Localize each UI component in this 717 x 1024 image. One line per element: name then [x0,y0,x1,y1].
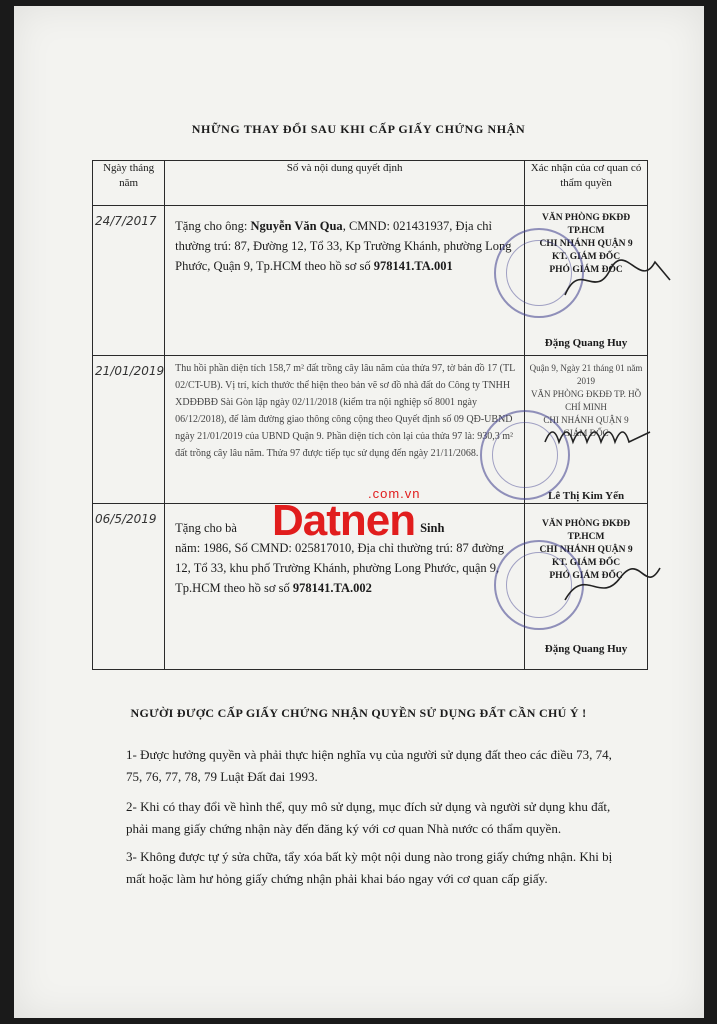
signer-name: Lê Thị Kim Yến [547,490,625,502]
row-content: Thu hồi phần diện tích 158,7 m² đất trồng cây lâu năm của thửa 97, tờ bản đồ 17 (TL 02/CT-UB). Vị trí, kích thước thể hiện theo bản vẽ sơ đồ nhà đất do Công ty TNHH XDĐĐBĐ Sài Gòn lập ngày 02/11/2018 (kiểm tra nội nghiệp số 8001 ngày 06/12/2018), để làm đường giao thông công cộng theo Quyết định số 09 QĐ-UBND ngày 21/01/2019 của UBND Quận 9. Phần diện tích còn lại của thửa 97 là: 930,3 m² đất trồng cây lâu năm. Thửa 97 được tiếp tục sử dụng đến ngày 21/11/2068. [175,363,515,459]
signature-icon [540,412,660,462]
row-text: , CMND: 021431937, Địa chỉ thường trú: 87, Đường 12, Tổ 33, Kp Trường Khánh, phường Long Phước, Quận 9, Tp.HCM theo hồ sơ số [175,219,512,273]
watermark-domain: .com.vn [368,486,421,501]
office-line: VĂN PHÒNG ĐKĐĐ TP.HCM [541,519,631,542]
header-date: Ngày tháng năm [93,161,165,206]
office-line: Quận 9, Ngày 21 tháng 01 năm 2019 [529,363,643,386]
office-line: CHI NHÁNH QUẬN 9 [543,415,629,425]
office-line: PHÓ GIÁM ĐỐC [549,571,623,581]
office-line: PHÓ GIÁM ĐỐC [549,265,623,275]
office-line: KT. GIÁM ĐỐC [551,558,621,568]
notice-title: NGƯỜI ĐƯỢC CẤP GIẤY CHỨNG NHẬN QUYỀN SỬ DỤNG ĐẤT CẦN CHÚ Ý ! [130,706,587,720]
office-line: VĂN PHÒNG ĐKĐĐ TP. HỒ CHÍ MINH [530,389,642,412]
office-line: VĂN PHÒNG ĐKĐĐ TP.HCM [541,213,631,236]
signature-icon [560,250,680,310]
notice-item: 3- Không được tự ý sửa chữa, tẩy xóa bất kỳ một nội dung nào trong giấy chứng nhận. Khi bị mất hoặc làm hư hỏng giấy chứng nhận phải khai báo ngay với cơ quan cấp giấy. [126,849,613,886]
file-number: 978141.TA.002 [292,581,372,595]
row-text: Tặng cho bà [175,521,241,535]
office-line: CHI NHÁNH QUẬN 9 [539,239,633,249]
datnen-watermark-logo [272,486,452,546]
recipient-name: Nguyễn Văn Qua [250,219,343,233]
row-text: Tặng cho ông: [175,219,251,233]
signer-name: Đặng Quang Huy [544,337,628,349]
table-header-row [93,161,648,206]
row-date: 24/7/2017 [95,214,157,228]
page-title: NHỮNG THAY ĐỔI SAU KHI CẤP GIẤY CHỨNG NHẬN [191,122,526,136]
signature-icon [560,560,670,610]
notice-item: 1- Được hưởng quyền và phải thực hiện nghĩa vụ của người sử dụng đất theo các điều 73, 74, 75, 76, 77, 78, 79 Luật Đất đai 1993. [126,747,612,784]
header-content: Số và nội dung quyết định [165,161,525,206]
office-line: CHI NHÁNH QUẬN 9 [539,545,633,555]
signer-name: Đặng Quang Huy [544,643,628,655]
header-confirm: Xác nhận của cơ quan có thẩm quyền [525,161,648,206]
office-line: KT. GIÁM ĐỐC [551,252,621,262]
office-line: GIÁM ĐỐC [563,428,609,438]
watermark-brand: Datnen [272,496,416,545]
row-content [165,206,524,276]
file-number: 978141.TA.001 [373,259,453,273]
row-date: 21/01/2019 [95,364,165,378]
notice-item: 2- Khi có thay đổi về hình thể, quy mô sử dụng, mục đích sử dụng và người sử dụng khu đất, phải mang giấy chứng nhận này đến đăng ký với cơ quan Nhà nước có thẩm quyền. [126,799,611,836]
row-date: 06/5/2019 [95,512,157,526]
recipient-name: Sinh [420,521,445,535]
row-text: năm: 1986, Số CMND: 025817010, Địa chỉ thường trú: 87 đường 12, Tổ 33, khu phố Trường Khánh, phường Long Phước, quận 9, Tp.HCM theo hồ sơ số [175,541,505,595]
